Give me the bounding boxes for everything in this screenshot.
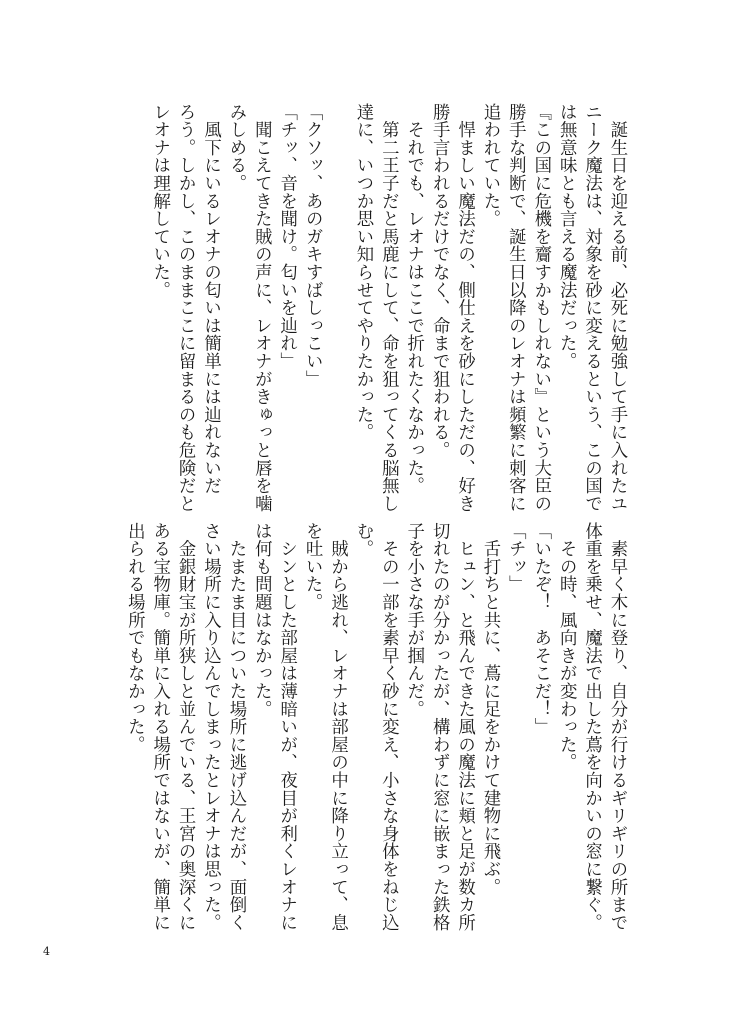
text-line: 「クソッ、あのガキすばしっこい」	[302, 103, 323, 388]
text-line: シンとした部屋は薄暗いが、夜目が利くレオナに	[276, 522, 297, 932]
text-line: ニーク魔法は、対象を砂に変えるという、この国で	[581, 103, 602, 513]
text-line: 勝手な判断で、誕生日以降のレオナは頻繁に刺客に	[505, 103, 526, 513]
text-line: 体重を乗せ、魔法で出した蔦を向かいの窓に繋ぐ。	[581, 522, 602, 932]
text-line: 第二王子だと馬鹿にして、命を狙ってくる脳無し	[378, 103, 399, 513]
text-line: その一部を素早く砂に変え、小さな身体をねじ込	[378, 522, 399, 932]
lower-text-block	[121, 522, 629, 932]
text-line: 勝手言われるだけでなく、命まで狙われる。	[429, 103, 450, 459]
blank-line	[324, 103, 349, 503]
text-line: 素早く木に登り、自分が行けるギリギリの所まで	[607, 522, 627, 932]
text-line: む。	[352, 522, 373, 558]
text-line: 「チッ」	[505, 522, 526, 594]
text-line: 出られる場所でもなかった。	[124, 522, 145, 754]
text-line: ろう。しかし、このままここに留まるのも危険だと	[175, 103, 196, 513]
text-line: 「チッ、音を聞け。匂いを辿れ」	[276, 103, 297, 370]
upper-text-block	[146, 103, 629, 513]
text-line: 切れたのが分かったが、構わずに窓に嵌まった鉄格	[429, 522, 450, 932]
text-line: 誕生日を迎える前、必死に勉強して手に入れたユ	[607, 103, 627, 513]
text-line: その時、風向きが変わった。	[556, 522, 577, 772]
text-line: 『この国に危機を齎すかもしれない』という大臣の	[530, 103, 551, 513]
text-line: 子を小さな手が掴んだ。	[403, 522, 424, 718]
text-line: ある宝物庫。簡単に入れる場所ではないが、簡単に	[149, 522, 170, 932]
text-line: 追われていた。	[479, 103, 500, 228]
text-line: 「いたぞ！ あそこだ！」	[530, 522, 551, 736]
text-line: 悍ましい魔法だの、側仕えを砂にしただの、好き	[454, 103, 475, 513]
text-line: ヒュン、と飛んできた風の魔法に頬と足が数カ所	[454, 522, 475, 932]
text-line: さい場所に入り込んでしまったとレオナは思った。	[200, 522, 221, 932]
page-number: 4	[43, 945, 50, 958]
text-line: 金銀財宝が所狭しと並んでいる、王宮の奥深くに	[175, 522, 196, 932]
text-line: は何も問題はなかった。	[251, 522, 272, 718]
text-line: 達に、いつか思い知らせてやりたかった。	[352, 103, 373, 442]
text-line: みしめる。	[225, 103, 246, 192]
text-line: 舌打ちと共に、蔦に足をかけて建物に飛ぶ。	[479, 522, 500, 896]
text-line: を吐いた。	[302, 522, 323, 611]
text-line: それでも、レオナはここで折れたくなかった。	[403, 103, 424, 495]
text-line: レオナは理解していた。	[149, 103, 170, 299]
text-line: 聞こえてきた賊の声に、レオナがきゅっと唇を噛	[251, 103, 272, 513]
text-line: 賊から逃れ、レオナは部屋の中に降り立って、息	[327, 522, 348, 932]
text-line: は無意味とも言える魔法だった。	[556, 103, 577, 370]
text-line: たまたま目についた場所に逃げ込んだが、面倒く	[225, 522, 246, 932]
text-line: 風下にいるレオナの匂いは簡単には辿れないだ	[200, 103, 221, 495]
